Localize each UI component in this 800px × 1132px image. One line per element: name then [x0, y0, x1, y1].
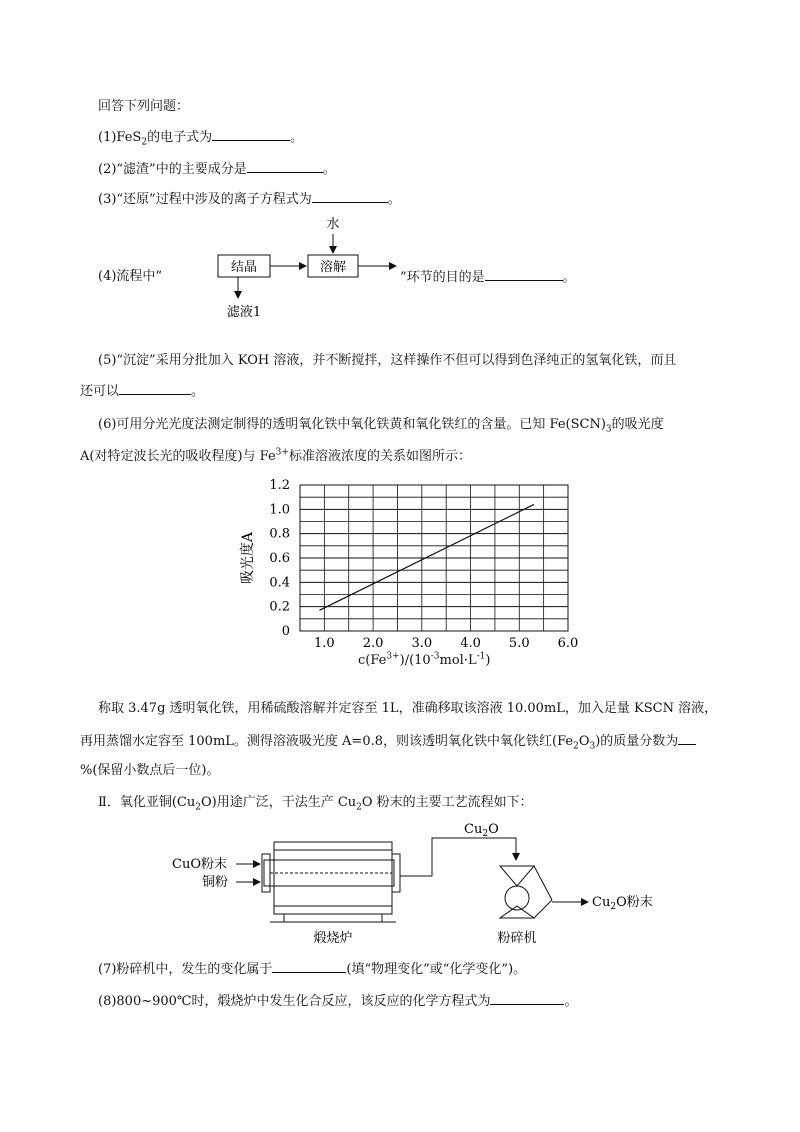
x-label-sup1: 3+ [386, 651, 400, 662]
q6-answer-blank[interactable] [678, 732, 696, 745]
q6-line2-a: A(对特定波长光的吸收程度)与 Fe [80, 449, 276, 464]
box-crystallize-label: 结晶 [230, 260, 258, 275]
x-tick-label: 4.0 [460, 636, 481, 651]
question-7 [98, 960, 526, 979]
q6-p3: %(保留小数点后一位)。 [80, 763, 220, 778]
q6-line1 [98, 416, 664, 434]
process-diagram [160, 820, 680, 950]
x-tick-label: 6.0 [557, 636, 579, 651]
q6-p1: 称取 3.47g 透明氧化铁，用稀硫酸溶解并定容至 1L，准确移取该溶液 10.00mL，加入足量 KSCN 溶液， [98, 701, 718, 716]
q6-line2 [80, 448, 471, 466]
q8-prefix: (8)800~900℃时，煅烧炉中发生化合反应，该反应的化学方程式为 [98, 994, 491, 1009]
q6-line2-b: 标准溶液浓度的关系如图所示： [288, 449, 471, 464]
crusher-label: 粉碎机 [497, 931, 537, 946]
furnace-label: 煅烧炉 [313, 931, 353, 946]
q6-line1-text: (6)可用分光光度法测定制得的透明氧化铁中氧化铁黄和氧化铁红的含量。已知 Fe(SCN) [98, 417, 606, 432]
question-8 [98, 992, 578, 1011]
x-tick-label: 2.0 [362, 636, 384, 651]
y-tick-label: 0.6 [269, 551, 290, 566]
filtrate-label: 滤液1 [226, 305, 262, 320]
q8-end: 。 [564, 994, 578, 1009]
y-axis-label: 吸光度A [240, 531, 256, 585]
y-tick-label: 0 [281, 624, 290, 639]
x-label-main: c(Fe [358, 653, 387, 668]
x-tick-label: 1.0 [314, 636, 335, 651]
q5-end: 。 [191, 384, 205, 399]
cu-powder-label: 铜粉 [202, 875, 229, 890]
y-tick-label: 1.2 [269, 478, 290, 493]
x-label-sup3: -1 [476, 651, 486, 662]
y-tick-label: 0.2 [269, 599, 290, 615]
q1-sub: 2 [141, 137, 148, 148]
q6-p2 [80, 732, 696, 751]
q4-suffix: ”环节的目的是 [400, 270, 485, 285]
cu2o-powder-out-label: $Cu_2O$粉末 [592, 895, 653, 912]
x-label-sup2: -3 [430, 651, 440, 662]
q6-line1-sub: 3 [605, 424, 612, 435]
q6-p2sub2: 3 [589, 741, 596, 752]
q2-answer-blank[interactable] [247, 160, 323, 173]
question-2 [98, 160, 336, 179]
part2-intro [98, 794, 533, 812]
q5-line2-prefix: 还可以 [80, 384, 120, 399]
furnace [262, 842, 400, 922]
q5-answer-blank[interactable] [119, 382, 191, 395]
q5-line2 [80, 382, 204, 401]
q4-flow-diagram [180, 212, 410, 322]
y-tick-label: 0.4 [269, 575, 290, 591]
cuo-powder-label: CuO粉末 [172, 857, 227, 872]
q3-answer-blank[interactable] [312, 190, 388, 203]
q7-prefix: (7)粉碎机中，发生的变化属于 [98, 962, 273, 977]
chart-x-label [358, 653, 490, 668]
part2-intro-b: O)用途广泛，干法生产 Cu [200, 795, 357, 810]
x-label-close: ) [485, 653, 491, 668]
box-dissolve-label: 溶解 [319, 260, 347, 275]
q6-line2-sup: 3+ [275, 447, 289, 458]
question-1 [98, 128, 303, 147]
water-label: 水 [326, 217, 340, 232]
x-label-mid: )/(10 [399, 653, 431, 668]
q1-answer-blank[interactable] [212, 128, 290, 141]
question-3 [98, 190, 401, 209]
q6-p2c: )的质量分数为 [595, 734, 679, 749]
q2-end: 。 [322, 162, 336, 177]
x-tick-label: 3.0 [411, 636, 433, 651]
q5-line1: (5)“沉淀”采用分批加入 KOH 溶液，并不断搅拌，这样操作不但可以得到色泽纯正的氢氧化铁，而且 [98, 353, 677, 368]
cu2o-top-label: $Cu_2O$ [464, 822, 499, 839]
q1-end: 。 [290, 130, 304, 145]
y-tick-label: 1.0 [269, 502, 290, 518]
q2-prefix: (2)“滤渣”中的主要成分是 [98, 162, 247, 177]
intro-text: 回答下列问题： [98, 99, 190, 114]
q3-end: 。 [387, 192, 401, 207]
q6-p2b: O [578, 734, 590, 749]
part2-intro-sub: 2 [195, 802, 201, 813]
x-tick-label: 5.0 [508, 636, 530, 651]
x-label-end: mol·L [439, 653, 477, 668]
part2-intro-sub2: 2 [356, 802, 362, 813]
y-tick-label: 0.8 [269, 526, 290, 542]
q7-answer-blank[interactable] [272, 960, 346, 973]
q8-answer-blank[interactable] [490, 992, 564, 1005]
q4-suffix-line [400, 268, 576, 287]
part2-intro-a: Ⅱ．氧化亚铜(Cu [98, 795, 196, 810]
q7-suffix: (填“物理变化”或“化学变化”)。 [346, 962, 527, 977]
q4-end: 。 [562, 270, 576, 285]
q4-answer-blank[interactable] [485, 268, 563, 281]
q4-prefix: (4)流程中“ [98, 269, 163, 284]
q6-line1-end: 的吸光度 [611, 417, 664, 432]
absorbance-chart [230, 475, 600, 675]
q1-prefix: (1)FeS [98, 130, 142, 145]
q1-suffix: 的电子式为 [147, 130, 213, 145]
part2-intro-c: O 粉末的主要工艺流程如下： [361, 795, 533, 810]
q6-p2a: 再用蒸馏水定容至 100mL。测得溶液吸光度 A=0.8，则该透明氧化铁中氧化铁红(Fe [80, 734, 574, 749]
q6-p2sub1: 2 [573, 741, 579, 752]
pipe-to-crusher [400, 838, 516, 876]
crusher [500, 866, 552, 918]
q3-prefix: (3)“还原”过程中涉及的离子方程式为 [98, 192, 312, 207]
